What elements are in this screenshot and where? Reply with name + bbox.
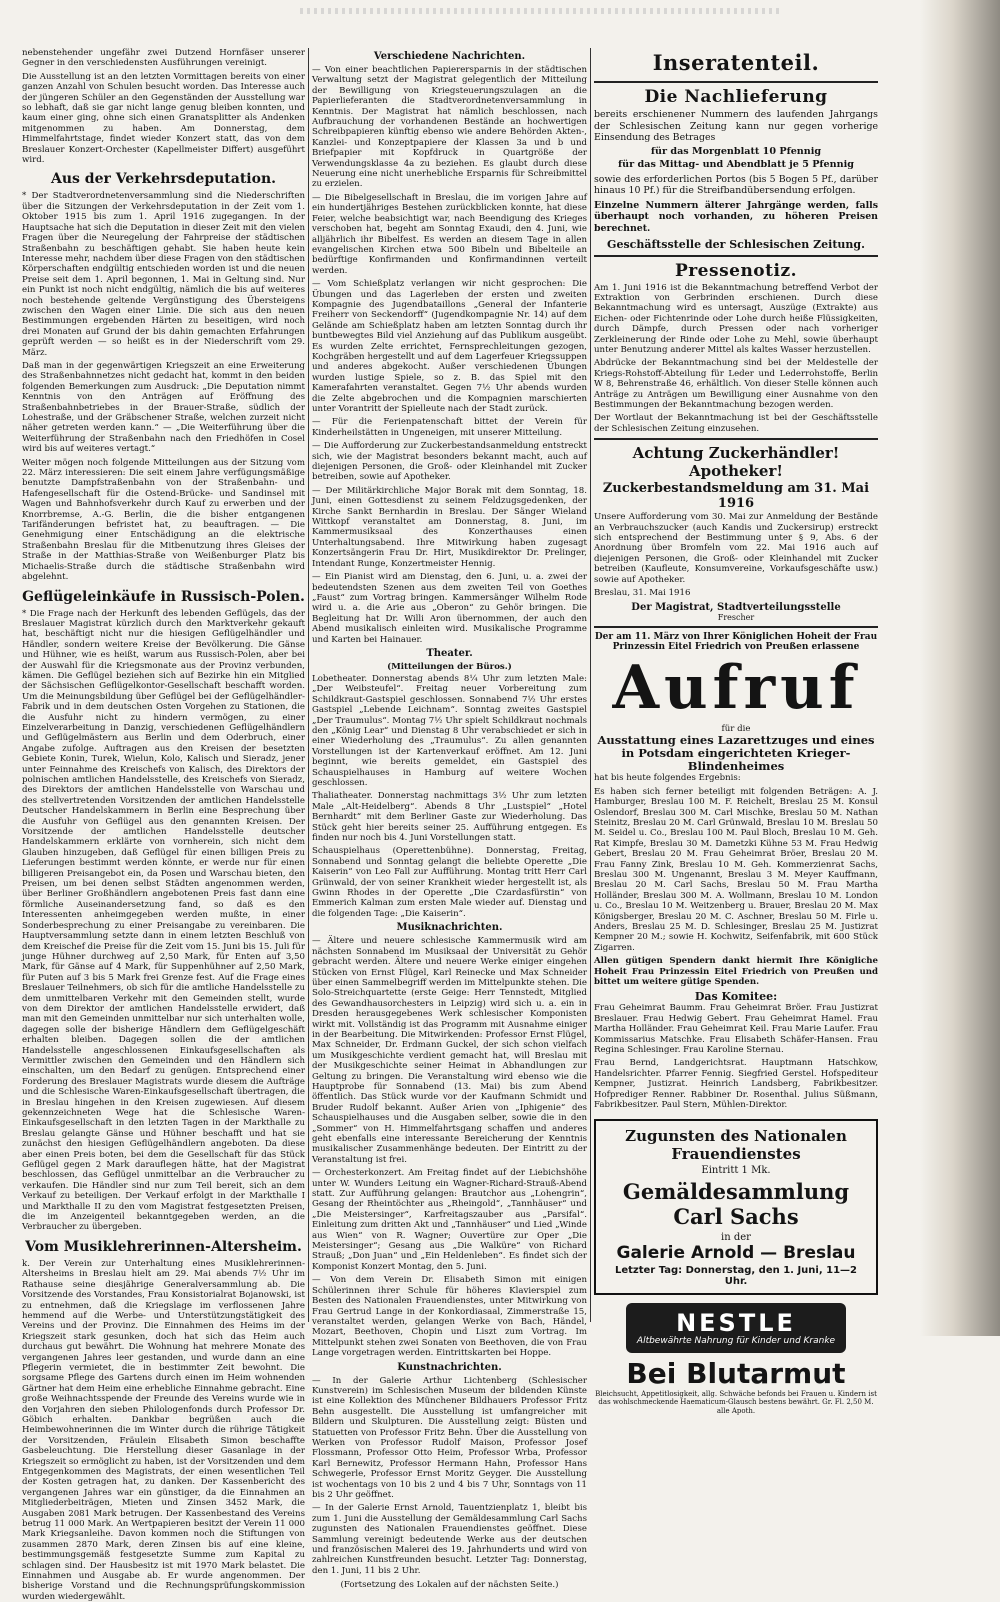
ad-text: bereits erschienener Nummern des laufenden Jahrgangs der Schlesischen Zeitung kann nur gegen vorherige Einsendung des Betrages — [594, 109, 878, 144]
ad-line: Zugunsten des Nationalen Frauendienstes — [625, 1126, 847, 1163]
article-paragraph: Weiter mögen noch folgende Mitteilungen aus der Sitzung vom 22. März interessieren: Die seit einem Jahre verfügungsmäßige benutzte Dampfstraßenbahn von der Straßenbahn- und Hafengesellschaft für die Ostend-Brücke- und Sandinsel mit Wagen und Bahnhofsverkehr durch Kauf zu erwerben und der Knorrbremse, A.-G. Berlin, die die bisher entgangenen Tarifänderungen befristet hat, zu beauftragen. — Die Genehmigung einer Entschädigung an die elektrische Straßenbahn Breslau für die Mitbenutzung ihres Gleises der Straße in der Matthias-Straße von Weißenburger Platz bis Michaelis-Straße durch die städtische Straßenbahn wird abgelehnt. — [22, 457, 305, 583]
divider — [594, 438, 878, 440]
article-paragraph: * Die Frage nach der Herkunft des lebenden Geflügels, das der Breslauer Magistrat kürzlich durch den Marktverkehr gekauft hat, beschäftigt nicht nur die hiesigen Geflügelhändler und Händler, sondern weitere Kreise der Bevölkerung. Die Gänse und Hühner, wie es heißt, warum aus Russisch-Polen, aber bei der Auswahl für die Kriegsmonate aus der Provinz verbunden, kämen. Die Geflügel beziehen sich auf Bezirke hin ein Mitglied der Sächsischen Geflügelkontor-Gesellschaft beschafft worden. Um die Meinungsbildung über Geflügel bei der Geflügelhändler-Fabrik und in dem deutschen Osten Vorgehen zu Stationen, die die Ausfuhr nicht zu hindern vermögen, zu einer Einzelverarbeitung in Danzig, verschiedenen Geflügelhändlern und Geflügelmästern aus Berlin und dem Oderbruch, einer Angabe zufolge. Auftragen aus den Kreisen der besetzten Gebiete Konin, Turek, Wielun, Kolo, Kalisch und Sieradz, jener unter Feinnahme des Kreischefs von Kalisch, des Direktors der polnischen amtlichen Handelsstelle, des Kreischefs von Sieradz, des Direktors der amtlichen Handelsstelle von Warschau und des stellvertretenden Vorsitzenden der amtlichen Handelsstelle Deutscher Handelskammern in Berlin eine Besprechung über die Ausfuhr von Geflügel aus den genannten Kreisen. Der Vorsitzende der amtlichen Handelsstelle deutscher Handelskammern erklärte von vornherein, sich nicht dem Glauben hinzugeben, daß Geflügel für einen billigen Preis zu Lieferungen bestimmt werden könnte, er werde nur für einen billigeren Preisangebot ein, da Posen und Warschau bieten, den Preisen, um bei denen selbst Städten angenommen werden, über Berliner Großhändlern angebotenen Preis fast dann eine förmliche Auseinandersetzung fand, so daß es den Interessenten anheimgegeben werden mußte, in einer Sonderbesprechung zu einer Preisangabe zu vereinbaren. Die Hauptversammlung setzte dann in einem letzten Beschluß von dem Kreischef die Preise für die Zeit vom 15. Juni bis 15. Juli für junge Hühner durchweg auf 2,50 Mark, für Enten auf 3,50 Mark, für Gänse auf 4 Mark, für Suppenhühner auf 2,50 Mark, für Puten auf 3 bis 5 Mark frei Grenze fest. Auf die Frage eines Breslauer Teilnehmers, ob sich für die amtliche Handelsstelle zu dem unmittelbaren Verkehr mit den Gemeinden stellt, wurde von dem Direktor der amtlichen Handelsstelle erwidert, daß man mit den Gemeinden unmittelbar nur sich unterhalten wolle, dagegen solle der bisherige Händlern dem Geflügelgeschäft erhalten bleiben. Dagegen sollen die der amtlichen Handelsstelle angeschlossenen Einkaufsgesellschaften als Vermittler zwischen den Gemeinden und den Händlern sich einschalten, um den Bedarf zu genügen. Entsprechend einer Forderung des Breslauer Magistrats wurde diesem die Aufträge und die Schlesische Waren-Einkaufsgesellschaft übertragen, die in Breslau hingehen in den Kreisen zugewiesen. Auf diesem gekennzeichneten Wege hat die Schlesische Waren-Einkaufsgesellschaft in den letzten Tagen in der Markthalle zu Breslau gelangte Gänse und Hühner beschafft und hat sie zunächst den hiesigen Geflügelhändlern angeboten. Da diese aber einen Preis boten, bei dem die Gesellschaft für das Stück Geflügel gegen 2 Mark darauflegen hätte, hat der Magistrat beschlossen, das Geflügel unmittelbar an die Verbraucher zu verkaufen. Die Händler sind nur zum Teil bereit, sich an dem Verkauf zu beteiligen. Der Verkauf erfolgt in der Markthalle I und Markthalle II zu den vom Magistrat festgesetzten Preisen, die im Anzeigenteil bekanntgegeben werden, an die Verbraucher zu übergeben. — [22, 608, 305, 1233]
article-paragraph: * Der Stadtverordnetenversammlung sind die Niederschriften über die Sitzungen der Verkehrsdeputation in der Zeit vom 1. Oktober 1915 bis zum 1. April 1916 zugegangen. In der Hauptsache hat sich die Deputation in dieser Zeit mit den vielen Fragen über die Neuregelung der Fahrpreise der städtischen Straßenbahn zu beschäftigen gehabt. Sie haben heute kein Interesse mehr, nachdem über diese Fragen von den städtischen Körperschaften endgültig entschieden worden ist und die neuen Preise seit dem 1. April begonnen, 1. Mai in Geltung sind. Nur ein Punkt ist noch nicht endgültig, nämlich die bis auf weiteres noch bestehende geltende Vergünstigung des Übersteigens zwischen den Wagen einer Linie. Die sich aus den neuen Bestimmungen ergebenden Härten zu beseitigen, wird noch drei Monaten auf Grund der bis dahin gemachten Erfahrungen geprüft werden — so heißt es in der Niederschrift vom 29. März. — [22, 191, 305, 358]
ad-line: Letzter Tag: Donnerstag, den 1. Juni, 11—2 Uhr. — [614, 1264, 857, 1287]
nestle-brand: NESTLE — [676, 1308, 796, 1337]
section-heading: Theater. — [426, 647, 473, 659]
ad-heading: Zuckerbestandsmeldung am 31. Mai 1916 — [602, 481, 870, 512]
column-rule — [308, 48, 309, 1322]
article-paragraph: Thaliatheater. Donnerstag nachmittags 3½ Uhr zum letzten Male „Alt-Heidelberg“. Abends 8 Uhr „Lustspiel“ „Hotel Bernhardt“ mit dem Berliner Gaste zur Wiederholung. Das Stück geht hier bereits seiner 25. Aufführung entgegen. Es finden nur noch bis 4. Juni Vorstellungen statt. — [312, 791, 587, 844]
article-paragraph: — Ältere und neuere schlesische Kammermusik wird am nächsten Sonnabend im Musiksaal der Universität zu Gehör gebracht werden. Ältere und neuere Werke einiger eingehen Stücken von Ernst Flügel, Karl Reinecke und Max Schneider über einen Sammelbegriff werden im Mittelpunkte stehen. Die Solo-Streichquartette (erste Geige: Herr Tennstedt, Mitglied des Gewandhausorchesters in Leipzig) wird sich u. a. ein in Dresden herausgegebenes Werk schlesischer Komponisten wirkt mit. Vollständig ist das Programm mit Ausnahme einiger in der Bearbeitung. Die Mitwirkenden: Professor Ernst Flügel, Max Schneider, Dr. Erdmann Guckel, der sich schon vielfach um Musikgeschichte verdient gemacht hat, will Breslau mit der Musikgeschichte seiner Heimat in Abhandlungen zur Geltung zu bringen. Die Veranstaltung wird ebenso wie die Hauptprobe für Sonnabend (13. Mai) bis zum Abend öffentlich. Das Stück wurde vor der Kaufmann Schmidt und Bruder Rudolf bekannt. Außer Arien von „Iphigenie“ des Schauspielhauses und die Ausgaben selber, sowie die in den „Sommer“ von H. Himmelfahrtsgang schaffen und anderes geht ebenfalls eine interessante Bereicherung der Kenntnis musikalischer Zusammenhänge bedeuten. Der Eintritt zu der Veranstaltung ist frei. — [312, 936, 587, 1165]
ad-text: sowie des erforderlichen Portos (bis 5 Bogen 5 Pf., darüber hinaus 10 Pf.) für die Streifbandübersendung erfolgen. — [594, 173, 878, 197]
ad-text: Der Wortlaut der Bekanntmachung ist bei der Geschäftsstelle der Schlesischen Zeitung einzusehen. — [594, 413, 878, 434]
column-left — [22, 48, 305, 1602]
committee-list: Frau Geheimrat Baumm. Frau Geheimrat Bröer. Frau Justizrat Breslauer. Frau Hedwig Gebert. Frau Geheimrat Hamel. Frau Martha Holländer. Frau Geheimrat Keil. Frau Marie Laufer. Frau Kommissarius Matschke. Frau Elisabeth Schäfer-Hansen. Frau Regina Schlesinger. Frau Karoline Sternau. — [594, 1003, 878, 1056]
section-heading: Geflügeleinkäufe in Russisch-Polen. — [22, 588, 305, 605]
ads-section-title: Inseratenteil. — [652, 50, 820, 75]
blutarmut-heading: Bei Blutarmut — [626, 1356, 846, 1390]
article-paragraph: Schauspielhaus (Operettenbühne). Donnerstag, Freitag, Sonnabend und Sonntag gelangt die beliebte Operette „Die Kaiserin“ von Leo Fall zur Aufführung. Montag tritt Herr Carl Grünwald, der von seiner Krankheit wieder hergestellt ist, als Gwinn Rhodes in der Operette „Die Czardasfürstin“ von Emmerich Kalman zum ersten Male wieder auf. Dienstag und die folgenden Tage: „Die Kaiserin“. — [312, 846, 587, 919]
ad-text: Breslau, 31. Mai 1916 — [594, 588, 691, 599]
exhibition-ad — [594, 1119, 878, 1295]
article-paragraph: k. Der Verein zur Unterhaltung eines Musiklehrerinnen-Altersheims in Breslau hielt am 29. Mai abends 7½ Uhr im Rathause seine diesjährige Generalversammlung ab. Die Vorsitzende des Vorstandes, Frau Konsistorialrat Bojanowski, ist zu entnehmen, daß die Kriegslage im verflossenen Jahre hemmend auf die Werbe- und Unterstützungstätigkeit des Vereins und der Provinz. Die Einnahmen des Heims im der Kriegszeit stark gesunken, doch hat sich das Heim auch durchaus gut bewährt. Die Wohnung hat mehrere Monate des vergangenen Jahres leer gestanden, und wurde dann an eine Pflegerin vermietet, die in bestimmter Zeit bewohnt. Die sorgsame Pflege des Gartens durch einen im Heim wohnenden Gärtner hat dem Heim eine erhebliche Einnahme gebracht. Eine große Weihnachtsspende der Freunde des Vereins wurde wie in den Vorjahren den sieben Philologenfonds durch Professor Dr. Göbich erhalten. Dankbar begrüßen auch die Heimbewohnerinnen die im Winter durch die rührige Tätigkeit der Vorsitzenden, Fräulein Elisabeth Simon beschaffte Gasbeleuchtung. Die Herstellung dieser Gasanlage in der Kriegszeit so ermöglicht zu haben, ist der Vorsitzenden und dem Entgegenkommen des Magistrats, der einen wesentlichen Teil der Kosten getragen hat, zu danken. Der Kassenbericht des vergangenen Jahres war ein günstiger, da die Einnahmen an Mitgliederbeiträgen, Mieten und Zinsen 3452 Mark, die Ausgaben 2081 Mark betrugen. Der Kassenbestand des Vereins betrug 11 000 Mark. An Wertpapieren besitzt der Verein 11 000 Mark Kriegsanleihe. Davon kommen noch die Stiftungen von zusammen 2870 Mark, deren Zinsen bis auf eine kleine, bestimmungsgemäß festgesetzte Summe zum Kapital zu schlagen sind. Der Hausbesitz ist mit 1970 Mark belastet. Die Einnahmen und Ausgabe ab. Er wurde angenommen. Der bisherige Vorstand und die Rechnungsprüfungskommission wurden wiedergewählt. — [22, 1258, 305, 1602]
article-paragraph: — Vom Schießplatz verlangen wir nicht gesprochen: Die Übungen und das Lagerleben der ersten und zweiten Kompagnie des Jugendbataillons „General der Infanterie Freiherr von Seckendorff“ (Jugendkompagnie Nr. 14) auf dem Gelände am Schießplatz haben am letzten Sonntag durch ihr buntbewegtes Bild viel Anziehung auf das Publikum ausgeübt. Es wurden Zelte errichtet, Fernsprechleitungen gezogen, Kochgräben hergestellt und auf dem Lagerfeuer Kriegssuppen und anderes abgekocht. Außer verschiedenen Übungen wurden lustige Spiele, so z. B. das Spiel mit den Kamerafahrten veranstaltet. Gegen 7½ Uhr abends wurden die Zelte abgebrochen und die Kompagnien marschierten unter Vorantritt der Spielleute nach der Stadt zurück. — [312, 279, 587, 414]
column-ads — [594, 48, 878, 1415]
ad-heading: Die Nachlieferung — [644, 87, 828, 107]
ad-text: hat bis heute folgendes Ergebnis: — [594, 773, 741, 784]
section-subheading: (Mitteilungen der Büros.) — [387, 661, 512, 672]
intro-paragraph: Die Ausstellung ist an den letzten Vormittagen bereits von einer ganzen Anzahl von Schulen besucht worden. Das Interesse auch der jüngeren Schüler an den Gegenständen der Ausstellung war so lebhaft, daß sie gar nicht lange genug bleiben konnten, und kaum einer ging, ohne sich einen Granatsplitter als Andenken mitgenommen zu haben. Am Donnerstag, dem Himmelfahrtstage, findet wieder Konzert statt, das von dem Breslauer Konzert-Orchester (Kapellmeister Differt) ausgeführt wird. — [22, 71, 305, 166]
aufruf-heading: Aufruf — [612, 653, 860, 724]
ad-text: Einzelne Nummern älterer Jahrgänge werden, falls überhaupt noch vorhanden, zu höheren Preisen berechnet. — [594, 199, 878, 234]
ad-text: Der am 11. März von Ihrer Königlichen Hoheit der Frau Prinzessin Eitel Friedrich von Preußen erlassene — [594, 631, 878, 652]
column-middle — [312, 48, 587, 1591]
article-paragraph: — In der Galerie Arthur Lichtenberg (Schlesischer Kunstverein) im Schlesischen Museum der bildenden Künste ist eine Kollektion des Münchener Bildhauers Professor Fritz Behn ausgestellt. Die Ausstellung ist umfangreicher mit Bildern und Skulpturen. Die Ausstellung zeigt: Büsten und Statuetten von Professor Fritz Behn. Über die Ausstellung von Werken von Professor Rudolf Maison, Professor Josef Flossmann, Professor Otto Heim, Professor Wrba, Professor Karl Bernewitz, Professor Hermann Hahn, Professor Hans Schwegerle, Professor Ernst Moritz Geyger. Die Ausstellung ist wochentags von 10 bis 2 und 4 bis 7 Uhr, Sonntags von 11 bis 2 Uhr geöffnet. — [312, 1375, 587, 1500]
divider — [594, 255, 878, 257]
article-paragraph: — Die Aufforderung zur Zuckerbestandsanmeldung entstreckt sich, wie der Magistrat besonders bekannt macht, auch auf diejenigen Personen, die Groß- oder Kleinhandel mit Zucker betreiben, sowie auf Apotheker. — [312, 441, 587, 483]
section-heading: Verschiedene Nachrichten. — [373, 51, 526, 62]
ad-signature: Der Magistrat, Stadtverteilungsstelle — [631, 601, 841, 613]
section-heading: Kunstnachrichten. — [397, 1361, 502, 1373]
column-rule — [590, 48, 591, 1322]
article-paragraph: — Für die Ferienpatenschaft bittet der Verein für Kinderheilstätten in Ungeneigen, mit unserer Mitteilung. — [312, 417, 587, 438]
ad-heading: Das Komitee: — [694, 990, 778, 1004]
ad-line: in der — [721, 1231, 751, 1243]
article-paragraph: Daß man in der gegenwärtigen Kriegszeit an eine Erweiterung des Straßenbahnnetzes nicht gedacht hat, kommt in den beiden folgenden Bemerkungen zum Ausdruck: „Die Deputation nimmt Kenntnis von den Anträgen auf Eröffnung des Straßenbahnbetriebes in der Brauer-Straße, südlich der Lohestraße, und der Gräbschener Straße, welchen zurzeit nicht näher getreten werden kann.“ — „Die Weiterführung über die Weiterführung der Straßenbahn nach den Friedhöfen in Cosel wird bis auf weiteres vertagt.“ — [22, 360, 305, 455]
article-paragraph: — Die Bibelgesellschaft in Breslau, die im vorigen Jahre auf ein hundertjähriges Bestehen zurückblicken konnte, hat diese Feier, welche beabsichtigt war, nach Beendigung des Krieges verschoben hat, begeht am Sonntag Exaudi, den 4. Juni, wie alljährlich ihr Bibelfest. Es werden an diesem Tage in allen evangelischen Kirchen etwa 500 Bibeln und Bibelteile an bedürftige Konfirmanden und Konfirmandinnen verteilt werden. — [312, 192, 587, 276]
scan-noise — [300, 8, 780, 14]
article-paragraph: — Orchesterkonzert. Am Freitag findet auf der Liebichshöhe unter W. Wunders Leitung ein Wagner-Richard-Strauß-Abend statt. Zur Aufführung gelangen: Brautchor aus „Lohengrin“, Gesang der Rheintöchter aus „Rheingold“, „Tannhäuser“ und „Die Meistersinger“, Karfreitagszauber aus „Parsifal“. Einleitung zum dritten Akt und „Tannhäuser“ und Lied „Winde aus Wien“ von R. Wagner; Ouvertüre zur Oper „Die Meistersinger“; Gesang aus „Die Walküre“ von Richard Strauß; „Don Juan“ und „Ein Heldenleben“. Es findet sich der Komponist Konzert Montag, den 5. Juni. — [312, 1168, 587, 1272]
ad-heading: Achtung Zuckerhändler! Apotheker! — [632, 444, 840, 481]
ad-text: für das Mittag- und Abendblatt je 5 Pfennig — [618, 159, 854, 171]
ad-heading: Pressenotiz. — [674, 260, 798, 281]
article-paragraph: — Von einer beachtlichen Papierersparnis in der städtischen Verwaltung setzt der Magistrat gelegentlich der Mitteilung der Bewilligung von Kriegsteuerungszulagen an die Papierlieferanten die Stadtverordnetenversammlung in Kenntnis. Der Magistrat hat nämlich beschlossen, nach Aufbrauchung der vorhandenen Bestände an hochwertigen Schreibpapieren künftig ebenso wie andere Behörden Akten-, Kanzlei- und Konzeptpapiere der Klassen 3a und b und Briefpapier mit Kopfdruck in Quartgröße der Verwendungsklasse 4a zu beziehen. Es glaubt durch diese Neuerung eine nicht unerhebliche Ersparnis für Schreibmittel zu erzielen. — [312, 65, 587, 190]
committee-list: Frau Bernd, Landgerichtsrat. Hauptmann Hatschkow, Handelsrichter. Pfarrer Fennig. Siegfried Gerstel. Hofspediteur Kempner, Justizrat. Heinrich Landsberg, Fabrikbesitzer. Hofprediger Renner. Rabbiner Dr. Rosenthal. Julius Süßmann, Fabrikbesitzer. Paul Stern, Mühlen-Direktor. — [594, 1058, 878, 1111]
article-paragraph: — Von dem Verein Dr. Elisabeth Simon mit einigen Schülerinnen ihrer Schule für höheres Klavierspiel zum Besten des Nationalen Frauendienstes, unter Mitwirkung von Frau Gertrud Lange in der Konkordiasaal, Zimmerstraße 15, veranstaltet werden, gelangen Werke von Bach, Händel, Mozart, Beethoven, Chopin und Liszt zum Vortrag. Im Mittelpunkt stehen zwei Sonaten von Beethoven, die von Frau Lange vorgetragen werden. Eintrittskarten bei Hoppe. — [312, 1275, 587, 1359]
ad-signature: Frescher — [717, 612, 755, 622]
nestle-tagline: Altbewährte Nahrung für Kinder und Kranke — [636, 1335, 836, 1346]
ad-text: für das Morgenblatt 10 Pfennig — [650, 145, 822, 157]
article-paragraph: — Ein Pianist wird am Dienstag, den 6. Juni, u. a. zwei der bedeutendsten Szenen aus dem zweiten Teil von Goethes „Faust“ zum Vortrag bringen. Kammersänger Wilhelm Rode wird u. a. die Arie aus „Oberon“ zu Gehör bringen. Die Begleitung hat Dr. Willi Aron übernommen, der auch den Abend musikalisch einleiten wird. Musikalische Programme und Karten bei Hainauer. — [312, 572, 587, 645]
section-heading: Aus der Verkehrsdeputation. — [50, 171, 277, 188]
divider — [594, 626, 878, 628]
ad-line: Galerie Arnold — Breslau — [616, 1242, 856, 1263]
article-paragraph: — In der Galerie Ernst Arnold, Tauentzienplatz 1, bleibt bis zum 1. Juni die Ausstellung der Gemäldesammlung Carl Sachs zugunsten des Nationalen Frauendienstes geöffnet. Diese Sammlung vereinigt bedeutende Werke aus der deutschen und französischen Malerei des 19. Jahrhunderts und wird von zahlreichen Kunstfreunden besucht. Letzter Tag: Donnerstag, den 1. Juni, 11 bis 2 Uhr. — [312, 1503, 587, 1576]
divider — [594, 81, 878, 83]
section-heading: Musiknachrichten. — [396, 922, 503, 934]
ad-text: Abdrücke der Bekanntmachung sind bei der Meldestelle der Kriegs-Rohstoff-Abteilung für Leder und Lederrohstoffe, Berlin W 8, Behrenstraße 46, erhältlich. Von dieser Stelle können auch Anträge zu Anträgen um Bewilligung einer Ausnahme von den Bestimmungen der Bekanntmachung bezogen werden. — [594, 358, 878, 411]
ad-line: Eintritt 1 Mk. — [701, 1164, 771, 1176]
ad-text: Allen gütigen Spendern dankt hiermit Ihre Königliche Hoheit Frau Prinzessin Eitel Friedrich von Preußen und bittet um weitere gütige Spenden. — [594, 956, 878, 988]
article-paragraph: — Der Militärkirchliche Major Borak mit dem Sonntag, 18. Juni, einen Gottesdienst zu seinem Feldzugsgedenken, der Kirche Sankt Bernhardin in Breslau. Der Sänger Wieland Wittkopf veranstaltet am Donnerstag, 8. Juni, im Kammermusiksaal des Konzerthauses einen Unterhaltungsabend. Ihre Mitwirkung haben zugesagt Konzertsängerin Frau Dr. Hirt, Musikdirektor Dr. Prelinger, Intendant Runge, Konzertmeister Hennig. — [312, 485, 587, 569]
intro-paragraph: nebenstehender ungefähr zwei Dutzend Hornfäser unserer Gegner in den verschiedensten Ausführungen vereinigt. — [22, 48, 305, 69]
ad-fineprint: Bleichsucht, Appetitlosigkeit, allg. Schwäche befonds bei Frauen u. Kindern ist das wohlschmeckende Haematicum-Glausch bestens bewährt. Gr. Fl. 2,50 M. alle Apoth. — [595, 1389, 877, 1415]
ad-text: Ausstattung eines Lazarettzuges und eines in Potsdam eingerichteten Krieger-Blindenheimes — [597, 733, 875, 774]
section-heading: Vom Musiklehrerinnen-Altersheim. — [25, 1238, 302, 1255]
ad-text: Unsere Aufforderung vom 30. Mai zur Anmeldung der Bestände an Verbrauchszucker (auch Kandis und Zuckersirup) erstreckt sich entsprechend der Bestimmung unter § 9, Abs. 6 der Anordnung über Bromfeln vom 22. Mai 1916 auch auf diejenigen Personen, die Groß- oder Kleinhandel mit Zucker betreiben (Kaufleute, Konsumvereine, Vorkaufsgeschäfte usw.) sowie auf Apotheker. — [594, 512, 878, 585]
ad-signature: Geschäftsstelle der Schlesischen Zeitung. — [607, 237, 865, 251]
nestle-logo — [626, 1303, 846, 1353]
ad-text: Am 1. Juni 1916 ist die Bekanntmachung betreffend Verbot der Extraktion von Gerbrinden erschienen. Durch diese Bekanntmachung wird es untersagt, Auszüge (Extrakte) aus Eichen- oder Fichtenrinde oder Lohe durch heiße Flüssigkeiten, durch Dämpfe, durch Pressen oder nach vorheriger Zerkleinerung der Rinde oder Lohe zu Mehl, sowie überhaupt unter Benutzung anderer Mittel als kaltes Wasser herzustellen. — [594, 282, 878, 355]
continuation-note: (Fortsetzung des Lokalen auf der nächsten Seite.) — [340, 1580, 559, 1591]
article-paragraph: Lobetheater. Donnerstag abends 8¼ Uhr zum letzten Male: „Der Weibsteufel“. Freitag neuer Vorbereitung zum Schildkraut-Gastspiel geschlossen. Sonnabend 7½ Uhr erstes Gastspiel „Lebende Leichnam“. Sonntag zweites Gastspiel „Der Traumulus“. Montag 7½ Uhr spielt Schildkraut nochmals den „König Lear“ und Dienstag 8 Uhr verabschiedet er sich in einer Wiederholung des „Traumulus“. Zu allen genannten Vorstellungen ist der Kartenverkauf eröffnet. Am 12. Juni beginnt, wie bereits gemeldet, ein Gastspiel des Schauspielhauses in Hamburg auf weitere Wochen geschlossen. — [312, 673, 587, 788]
ad-line: Gemäldesammlung Carl Sachs — [622, 1178, 850, 1229]
page-edge-shadow — [920, 0, 1000, 1336]
ad-text: für die — [721, 724, 751, 735]
donor-list: Es haben sich ferner beteiligt mit folgenden Beträgen: A. J. Hamburger, Breslau 100 M. F. Reichelt, Breslau 25 M. Konsul Oslendorf, Breslau 300 M. Carl Mischke, Breslau 50 M. Nathan Steinitz, Breslau 20 M. Carl Grünwald, Breslau 10 M. Breslau 50 M. Seidel u. Co., Breslau 100 M. Paul Bloch, Breslau 10 M. Geh. Rat Kimpfe, Breslau 30 M. Dametzki Kühne 53 M. Frau Hedwig Gebert, Breslau 20 M. Frau Geheimrat Bröer, Breslau 20 M. Frau Fanny Zink, Breslau 10 M. Geh. Kommerzienrat Sachs, Breslau 300 M. Ungenannt, Breslau 3 M. Meyer Kauffmann, Breslau 20 M. Carl Sachs, Breslau 50 M. Frau Martha Holländer, Breslau 300 M. A. Wollmann, Breslau 10 M. London u. Co., Breslau 10 M. Weitzenberg u. Brauer, Breslau 20 M. Max Königsberger, Breslau 20 M. C. Aschner, Breslau 50 M. Firle u. Anders, Breslau 25 M. D. Schlesinger, Breslau 25 M. Justizrat Kempner 20 M.; sowie H. Kochwitz, Seifenfabrik, mit 600 Stück Zigarren. — [594, 786, 878, 953]
